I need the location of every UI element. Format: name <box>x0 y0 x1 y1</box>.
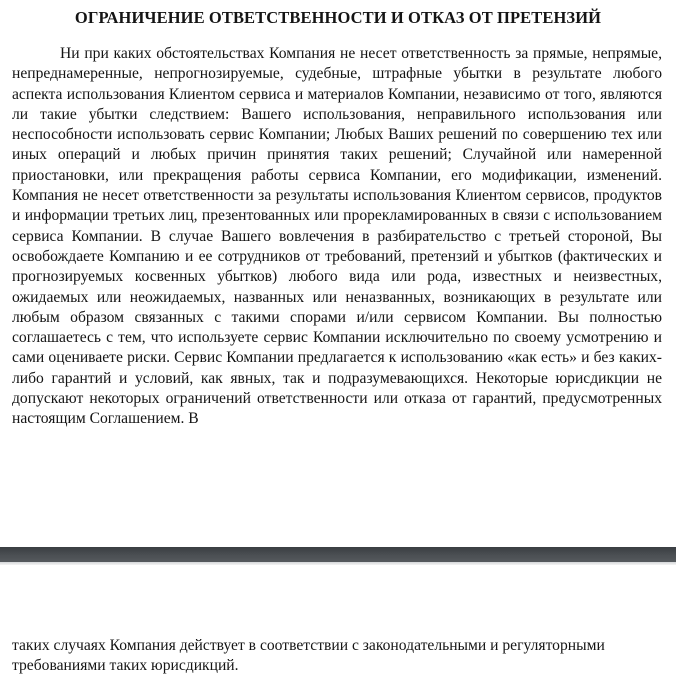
section-title: ОГРАНИЧЕНИЕ ОТВЕТСТВЕННОСТИ И ОТКАЗ ОТ ПРЕТЕНЗИЙ <box>74 8 602 27</box>
page-separator <box>0 547 676 562</box>
continuation-line-2: требованиями таких юрисдикций. <box>12 657 239 675</box>
document-page-2 <box>0 565 676 689</box>
continuation-paragraph <box>12 636 662 677</box>
liability-paragraph: Ни при каких обстоятельствах Компания не несет ответственность за прямые, непрямые, непреднамеренные, непрогнозируемые, судебные, штрафные убытки в результате любого аспекта использования Клиентом сервиса и материалов Компании, независимо от того, являются ли такие убытки следствием: Вашего использования, неправильного использования или неспособности использовать сервис Компании; Любых Ваших решений по совершению тех или иных операций и любых причин принятия таких решений; Случайной или намеренной приостановки, или прекращения работы сервиса Компании, его модификации, изменений. Компания не несет ответственности за результаты использования Клиентом сервисов, продуктов и информации третьих лиц, презентованных или прорекламированных в связи с использованием сервиса Компании. В случае Вашего вовлечения в разбирательство с третьей стороной, Вы освобождаете Компанию и ее сотрудников от требований, претензий и убытков (фактических и прогнозируемых косвенных убытков) любого вида или рода, известных и неизвестных, ожидаемых или неожидаемых, названных или неназванных, возникающих в результате или любым образом связанных с такими спорами и/или сервисом Компании. Вы полностью соглашаетесь с тем, что используете сервис Компании исключительно по своему усмотрению и сами оцениваете риски. Сервис Компании предлагается к использованию «как есть» и без каких-либо гарантий и условий, как явных, так и подразумевающихся. Некоторые юрисдикции не допускают некоторых ограничений ответственности или отказа от гарантий, предусмотренных настоящим Соглашением. В <box>12 45 662 428</box>
continuation-line-1: таких случаях Компания действует в соответствии с законодательными и регуляторными <box>12 637 605 654</box>
